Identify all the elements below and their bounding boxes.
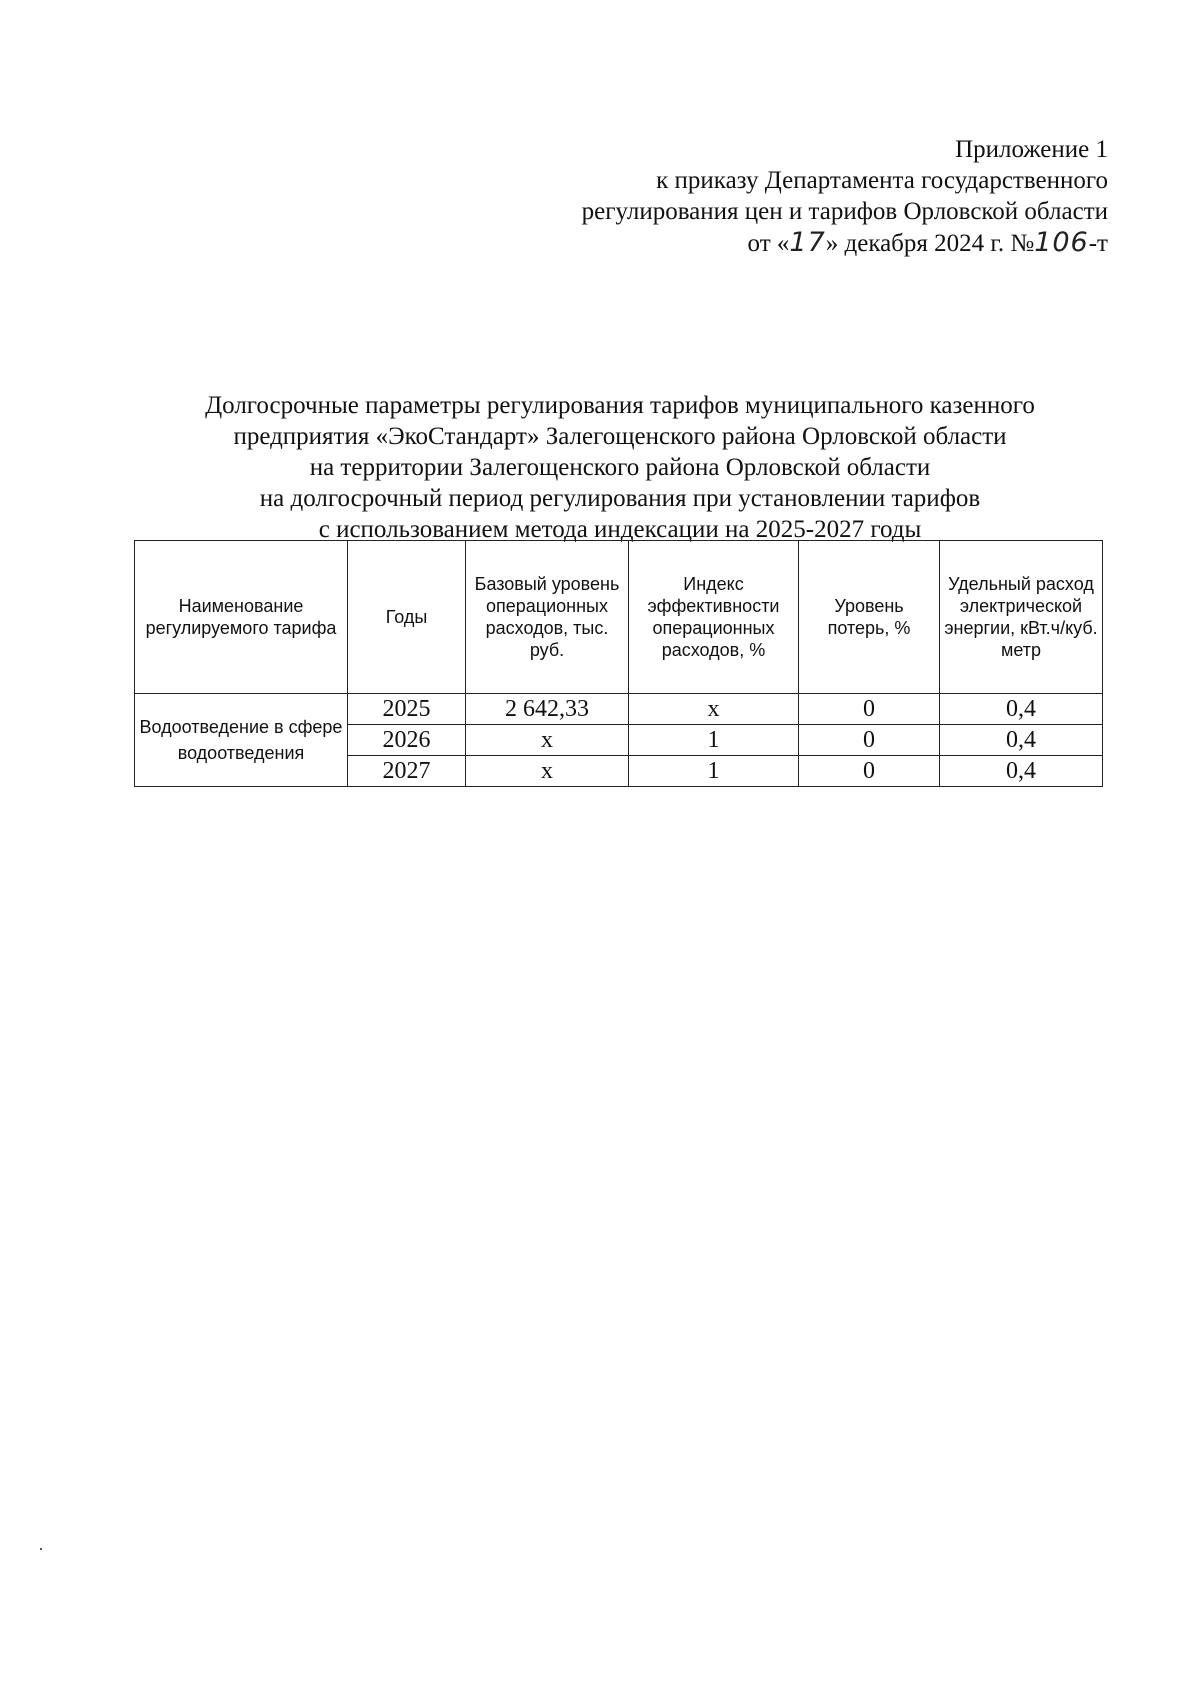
header-energy-consumption: Удельный расход электрической энергии, кВт.ч/куб. метр	[940, 541, 1103, 694]
year-cell: 2026	[348, 725, 466, 756]
energy-cell: 0,4	[940, 756, 1103, 787]
date-prefix: от «	[747, 230, 790, 257]
year-cell: 2027	[348, 756, 466, 787]
efficiency-index-cell: 1	[629, 756, 799, 787]
efficiency-index-cell: х	[629, 694, 799, 725]
appendix-department-line: регулирования цен и тарифов Орловской области	[581, 198, 1108, 225]
table-header-row	[135, 541, 1103, 694]
header-base-opex: Базовый уровень операционных расходов, тыс. руб.	[466, 541, 629, 694]
appendix-title: Приложение 1	[955, 136, 1108, 163]
document-title	[120, 390, 1120, 545]
title-line-3: на территории Залегощенского района Орловской области	[309, 454, 931, 481]
appendix-date-line	[582, 227, 1108, 259]
header-losses: Уровень потерь, %	[799, 541, 940, 694]
date-suffix: -т	[1088, 230, 1108, 257]
base-opex-cell: х	[466, 756, 629, 787]
energy-cell: 0,4	[940, 725, 1103, 756]
date-middle: » декабря 2024 г. №	[825, 230, 1035, 257]
header-efficiency-index: Индекс эффективности операционных расходов, %	[629, 541, 799, 694]
losses-cell: 0	[799, 725, 940, 756]
base-opex-cell: 2 642,33	[466, 694, 629, 725]
tariff-name-cell: Водоотведение в сфере водоотведения	[135, 694, 348, 787]
handwritten-day: 17	[789, 227, 826, 258]
header-years: Годы	[348, 541, 466, 694]
title-line-4: на долгосрочный период регулирования при установлении тарифов	[259, 485, 981, 512]
title-line-1: Долгосрочные параметры регулирования тарифов муниципального казенного	[205, 392, 1035, 419]
scan-speck	[40, 1548, 42, 1550]
losses-cell: 0	[799, 756, 940, 787]
appendix-order-line: к приказу Департамента государственного	[656, 167, 1108, 194]
appendix-header	[582, 134, 1108, 259]
title-line-5: с использованием метода индексации на 2025-2027 годы	[318, 516, 922, 543]
energy-cell: 0,4	[940, 694, 1103, 725]
title-line-2: предприятия «ЭкоСтандарт» Залегощенского района Орловской области	[233, 423, 1007, 450]
base-opex-cell: х	[466, 725, 629, 756]
table-row	[135, 694, 1103, 725]
tariff-parameters-table	[134, 540, 1103, 787]
handwritten-order-number: 106	[1034, 227, 1089, 258]
efficiency-index-cell: 1	[629, 725, 799, 756]
losses-cell: 0	[799, 694, 940, 725]
year-cell: 2025	[348, 694, 466, 725]
header-tariff-name: Наименование регулируемого тарифа	[135, 541, 348, 694]
